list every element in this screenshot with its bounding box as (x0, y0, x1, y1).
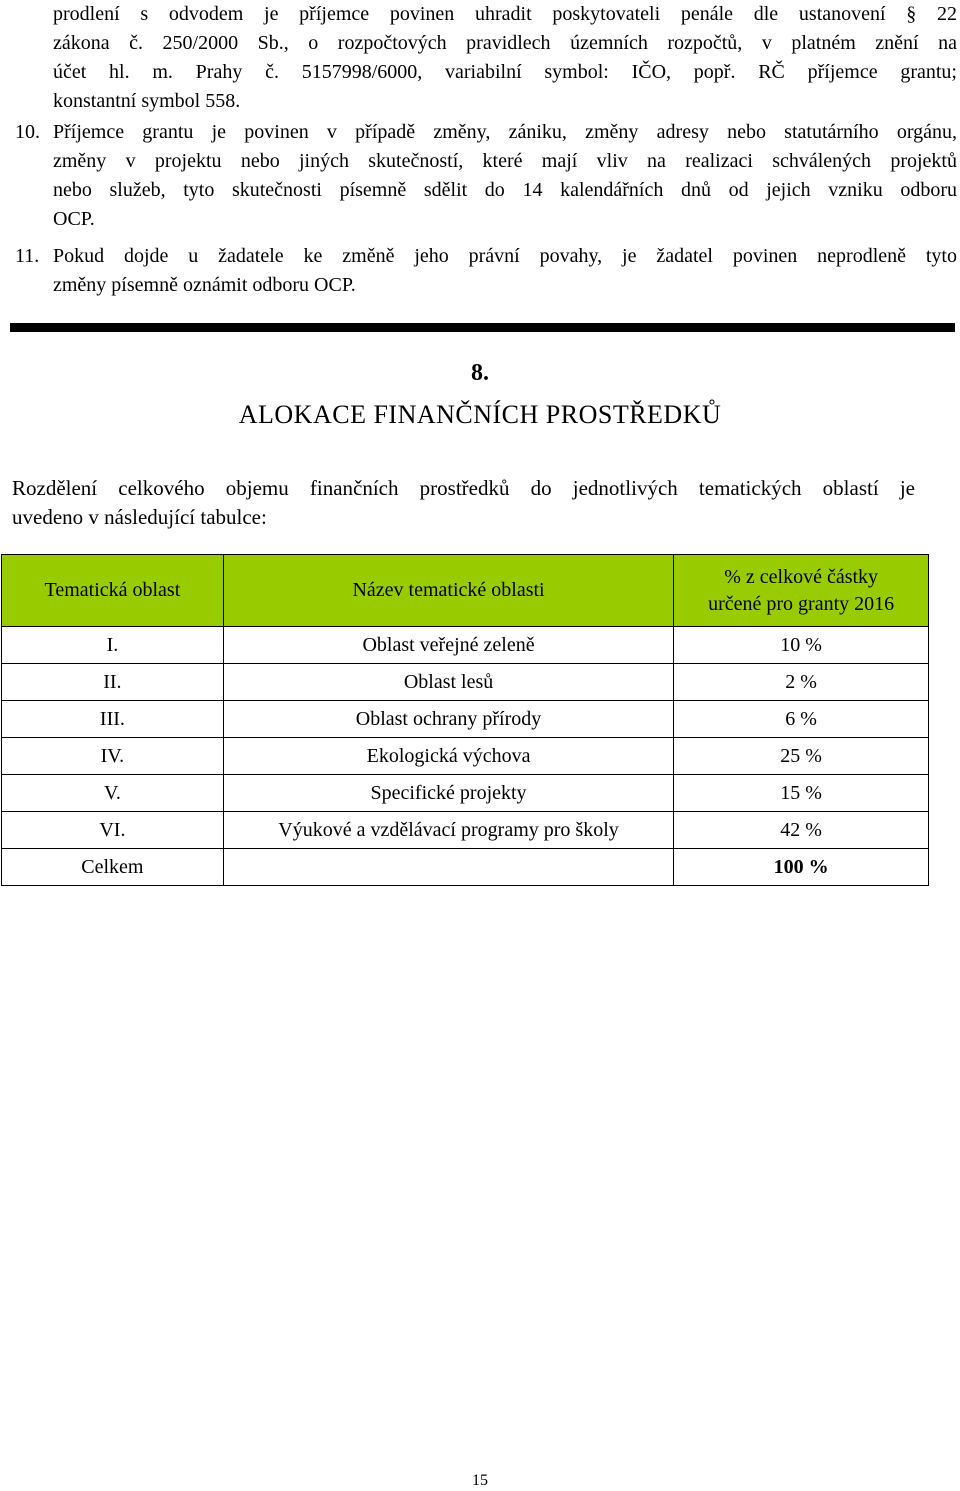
area-percentage: 15 % (674, 775, 929, 812)
text-line: účet hl. m. Prahy č. 5157998/6000, variabilní symbol: IČO, popř. RČ příjemce grantu; (53, 61, 957, 83)
item-number: 11. (15, 245, 40, 267)
table-row (2, 627, 929, 664)
area-percentage: 25 % (674, 738, 929, 775)
table-row (2, 701, 929, 738)
section-number: 8. (471, 360, 489, 386)
header-percentage (674, 555, 929, 627)
area-name: Oblast ochrany přírody (223, 701, 673, 738)
table-row (2, 775, 929, 812)
area-percentage: 42 % (674, 812, 929, 849)
total-empty (223, 849, 673, 886)
area-code: IV. (2, 738, 224, 775)
area-name: Oblast veřejné zeleně (223, 627, 673, 664)
section-title: ALOKACE FINANČNÍCH PROSTŘEDKŮ (238, 400, 722, 429)
table-row (2, 664, 929, 701)
area-code: VI. (2, 812, 224, 849)
table-row (2, 738, 929, 775)
text-line: změny písemně oznámit odboru OCP. (53, 274, 356, 296)
area-percentage: 6 % (674, 701, 929, 738)
area-code: II. (2, 664, 224, 701)
item-number: 10. (15, 121, 40, 143)
text-line: uvedeno v následující tabulce: (12, 505, 267, 529)
total-percentage: 100 % (674, 849, 929, 886)
area-name: Výukové a vzdělávací programy pro školy (223, 812, 673, 849)
area-name: Oblast lesů (223, 664, 673, 701)
area-code: I. (2, 627, 224, 664)
allocation-table (1, 554, 929, 886)
area-percentage: 10 % (674, 627, 929, 664)
area-percentage: 2 % (674, 664, 929, 701)
text-line: Rozdělení celkového objemu finančních prostředků do jednotlivých tematických oblastí je (12, 476, 915, 500)
header-line: určené pro granty 2016 (708, 592, 895, 615)
page-number: 15 (472, 1472, 488, 1489)
table-row (2, 812, 929, 849)
continuation-paragraph (53, 0, 957, 116)
text-line: konstantní symbol 558. (53, 90, 241, 112)
text-line: zákona č. 250/2000 Sb., o rozpočtových pravidlech územních rozpočtů, v platném znění na (53, 32, 957, 54)
item-text (53, 118, 957, 234)
total-label: Celkem (2, 849, 224, 886)
text-line: prodlení s odvodem je příjemce povinen uhradit poskytovateli penále dle ustanovení § 22 (53, 3, 957, 25)
section-divider (10, 323, 955, 332)
text-line: nebo služeb, tyto skutečnosti písemně sdělit do 14 kalendářních dnů od jejich vzniku odboru (53, 179, 957, 201)
header-area-name: Název tematické oblasti (223, 555, 673, 627)
text-line: Příjemce grantu je povinen v případě změny, zániku, změny adresy nebo statutárního orgánu, (53, 121, 957, 143)
text-line: Pokud dojde u žadatele ke změně jeho právní povahy, je žadatel povinen neprodleně tyto (53, 245, 957, 267)
header-line: % z celkové částky (724, 565, 879, 588)
table-header-row (2, 555, 929, 627)
text-line: změny v projektu nebo jiných skutečností, které mají vliv na realizaci schválených projektů (53, 150, 957, 172)
table-total-row (2, 849, 929, 886)
intro-paragraph (12, 474, 915, 532)
header-area: Tematická oblast (2, 555, 224, 627)
area-code: III. (2, 701, 224, 738)
item-text (53, 242, 957, 300)
area-name: Specifické projekty (223, 775, 673, 812)
area-name: Ekologická výchova (223, 738, 673, 775)
area-code: V. (2, 775, 224, 812)
text-line: OCP. (53, 208, 95, 230)
